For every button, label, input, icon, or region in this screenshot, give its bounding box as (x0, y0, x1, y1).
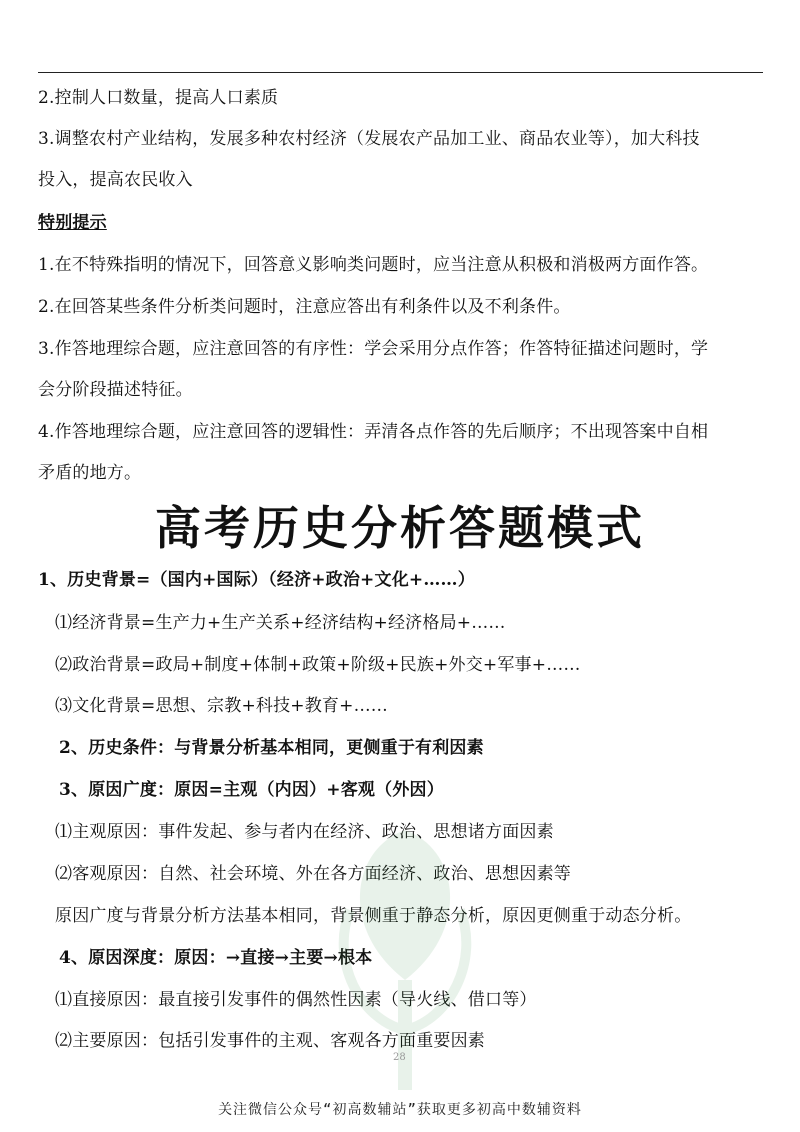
history-section-2: 2、历史条件：与背景分析基本相同，更侧重于有利因素 (59, 738, 484, 758)
geo-point-3-cont: 投入，提高农民收入 (38, 170, 193, 190)
history-item: 原因广度与背景分析方法基本相同，背景侧重于静态分析，原因更侧重于动态分析。 (55, 906, 692, 926)
history-section-4: 4、原因深度：原因：→直接→主要→根本 (59, 948, 373, 968)
tip-line: 1.在不特殊指明的情况下，回答意义影响类问题时，应当注意从积极和消极两方面作答。 (38, 255, 709, 275)
history-section-3: 3、原因广度：原因=主观（内因）+客观（外因） (59, 780, 444, 800)
page-title: 高考历史分析答题模式 (155, 501, 645, 555)
top-rule (38, 72, 763, 73)
page-number: 28 (393, 1052, 406, 1063)
history-item: ⑴主观原因：事件发起、参与者内在经济、政治、思想诸方面因素 (55, 822, 554, 842)
tip-line: 2.在回答某些条件分析类问题时，注意应答出有利条件以及不利条件。 (38, 297, 571, 317)
geo-point-2: 2.控制人口数量，提高人口素质 (38, 88, 279, 108)
history-item: ⑵客观原因：自然、社会环境、外在各方面经济、政治、思想因素等 (55, 864, 571, 884)
tip-line: 3.作答地理综合题，应注意回答的有序性：学会采用分点作答；作答特征描述问题时，学 (38, 339, 709, 359)
tip-line: 会分阶段描述特征。 (38, 380, 193, 400)
special-tips-heading: 特别提示 (38, 213, 107, 233)
history-section-1: 1、历史背景=（国内+国际）（经济+政治+文化+……） (38, 570, 475, 590)
footer-note: 关注微信公众号“初高数辅站”获取更多初高中数辅资料 (218, 1102, 582, 1118)
tip-line: 4.作答地理综合题，应注意回答的逻辑性：弄清各点作答的先后顺序；不出现答案中自相 (38, 422, 709, 442)
history-item: ⑵主要原因：包括引发事件的主观、客观各方面重要因素 (55, 1031, 485, 1051)
history-item: ⑵政治背景=政局+制度+体制+政策+阶级+民族+外交+军事+…… (55, 655, 581, 675)
history-item: ⑴直接原因：最直接引发事件的偶然性因素（导火线、借口等） (55, 990, 537, 1010)
tip-line: 矛盾的地方。 (38, 463, 142, 483)
geo-point-3: 3.调整农村产业结构，发展多种农村经济（发展农产品加工业、商品农业等），加大科技 (38, 129, 700, 149)
history-item: ⑶文化背景=思想、宗教+科技+教育+…… (55, 696, 388, 716)
history-item: ⑴经济背景=生产力+生产关系+经济结构+经济格局+…… (55, 613, 506, 633)
